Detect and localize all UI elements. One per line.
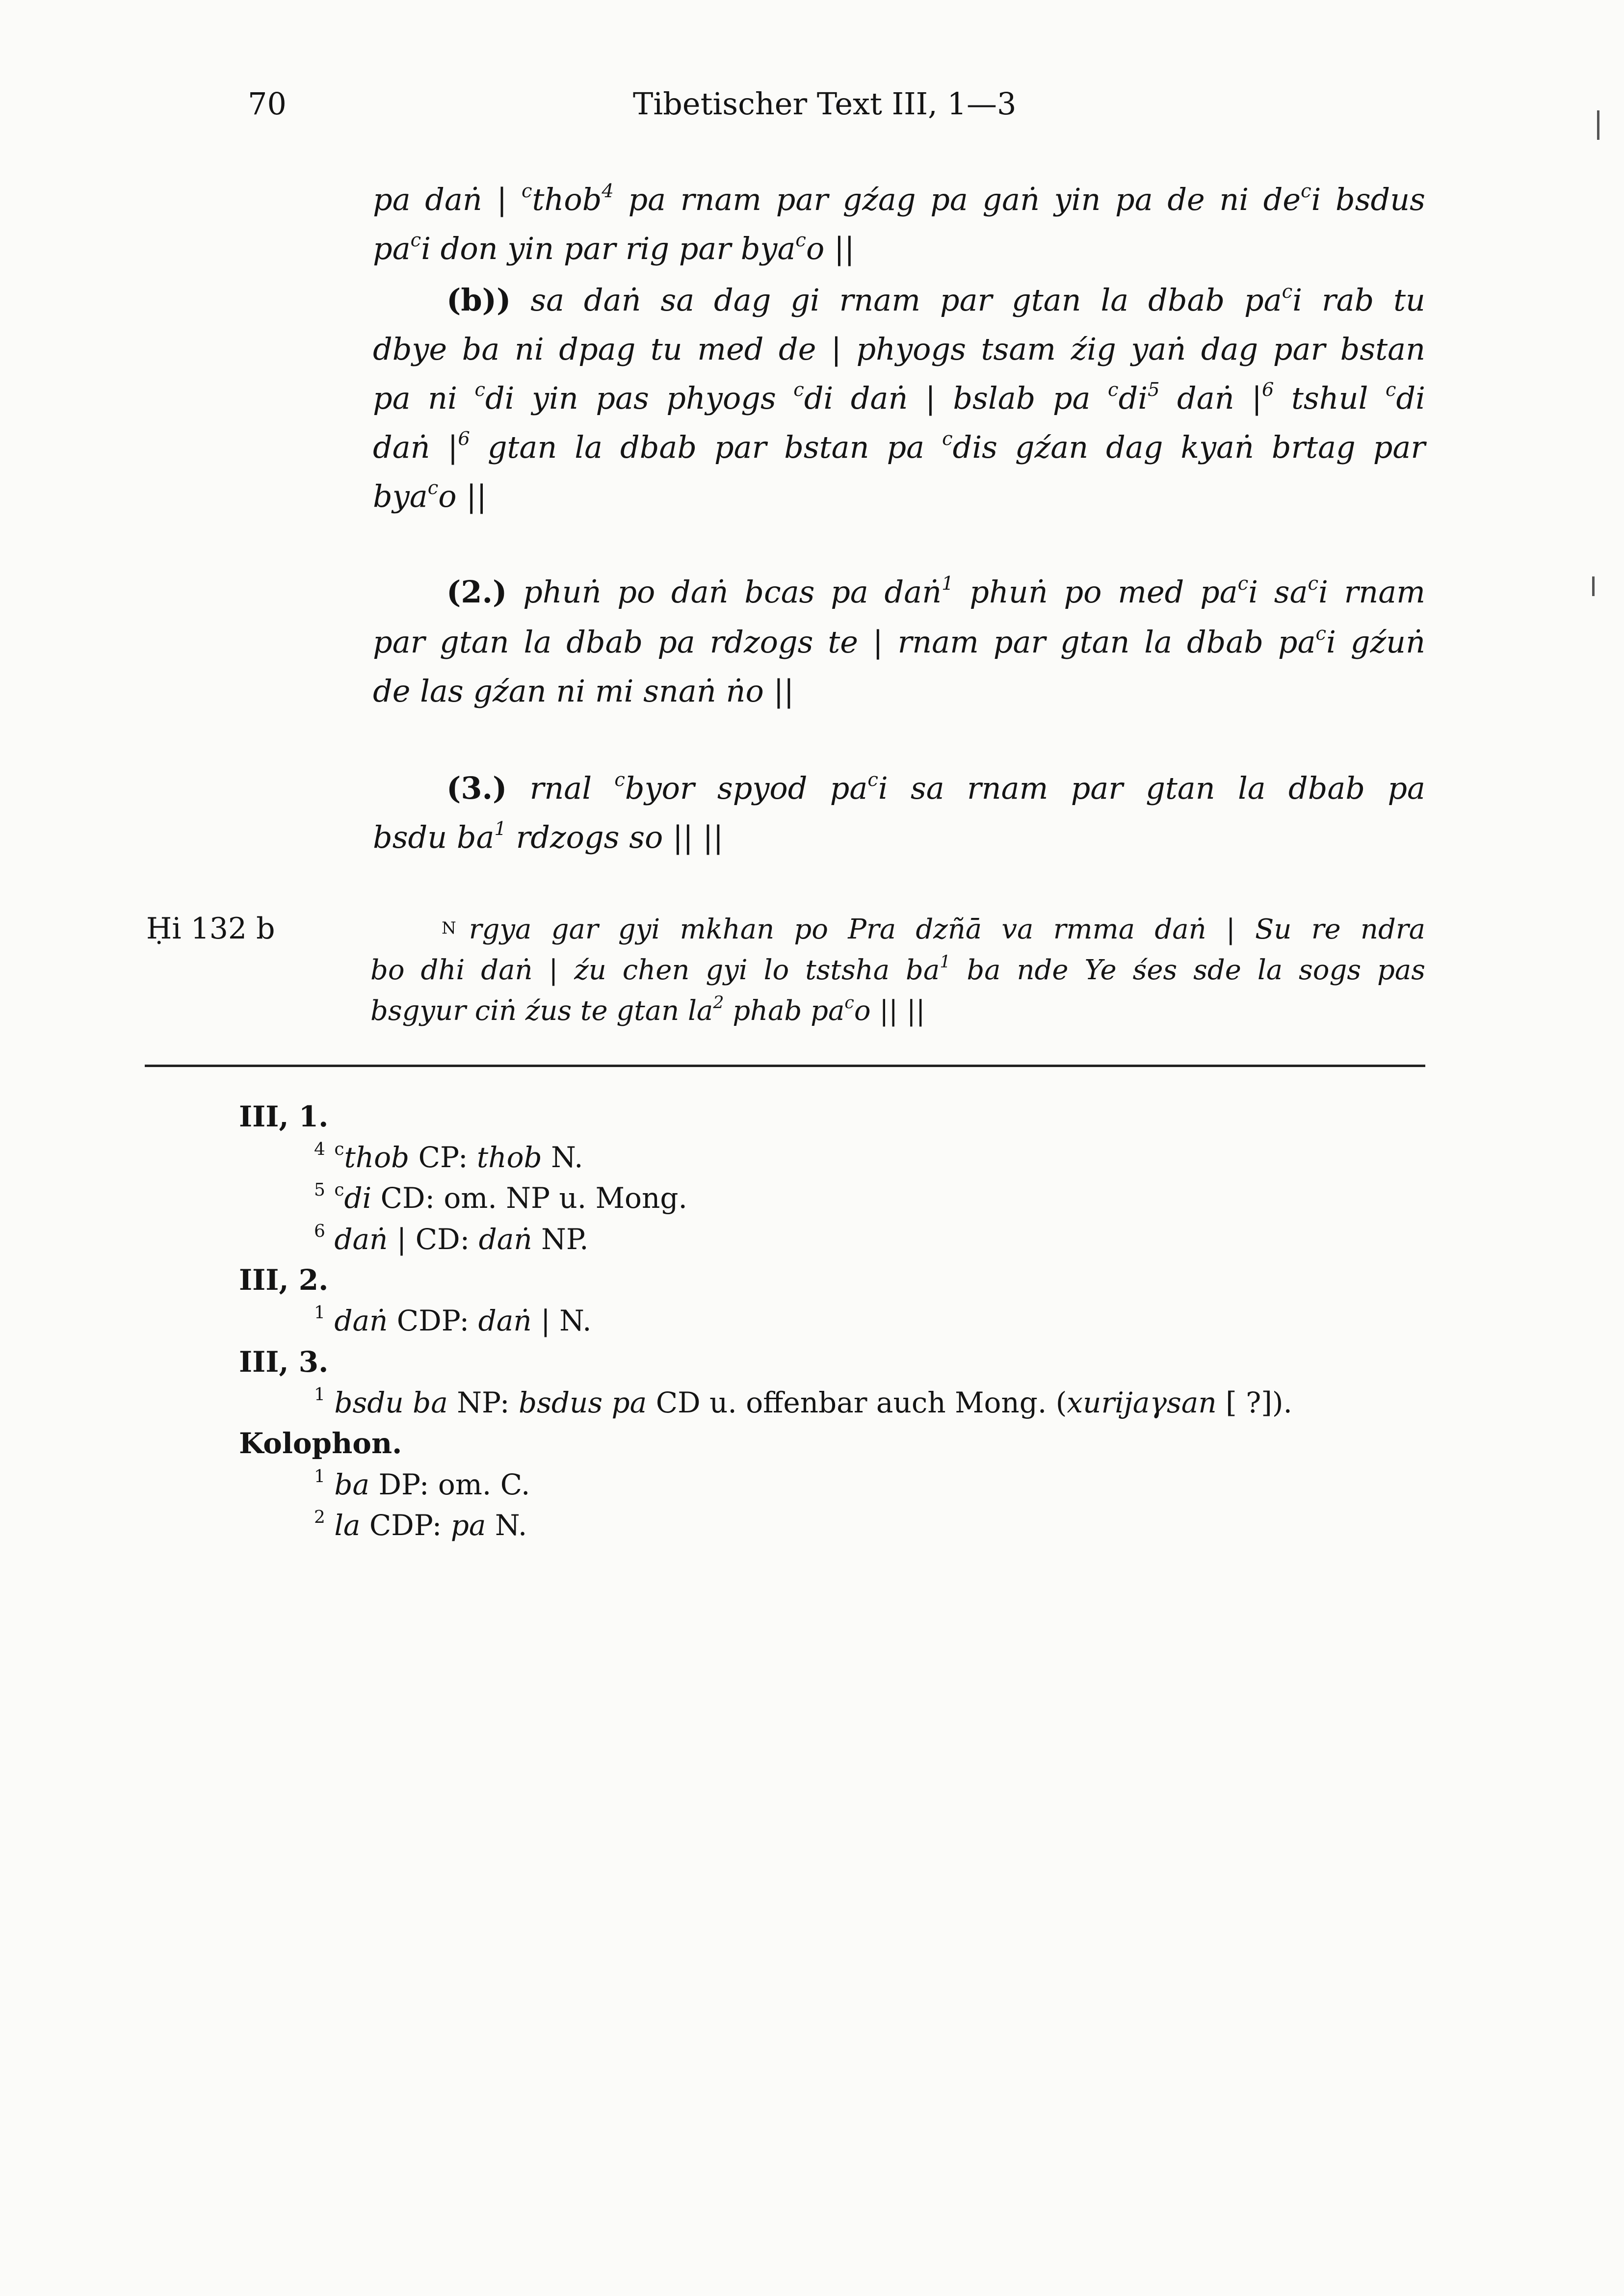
scan-edge-mark: [1592, 576, 1595, 596]
footnote-heading: Kolophon.: [239, 1427, 402, 1460]
footnote: $^5$ $^c$di CD: om. NP u. Mong.: [314, 1180, 687, 1215]
text-line: bsdu $ba^1$ rdzogs so || ||: [373, 817, 724, 855]
footnote-heading: III, 2.: [239, 1263, 329, 1297]
text-line: pa daṅ | $^c$thob$^4$ pa rnam par gźag pa gaṅ yin pa de ni $de^ci$ bsdus: [373, 180, 1425, 217]
text-line: $pa^ci$ don yin par rig par bya$^c$o ||: [373, 229, 855, 266]
text-line: (b)) sa daṅ sa dag gi rnam par gtan la dbab $pa^ci$ rab tu: [446, 280, 1425, 318]
text-line: (2.) phuṅ po daṅ bcas pa daṅ$^1$ phuṅ po med $pa^ci$ $sa^ci$ rnam: [446, 572, 1425, 610]
footnote: $^6$ daṅ | CD: daṅ NP.: [314, 1221, 589, 1256]
text-line: par gtan la dbab pa rdzogs te | rnam par gtan la dbab $pa^ci$ gźuṅ: [373, 622, 1425, 660]
footnote: $^2$ la CDP: pa N.: [314, 1507, 527, 1542]
margin-reference: Ḥi 132 b: [146, 912, 275, 946]
page-number: 70: [248, 86, 287, 122]
text-line: daṅ $|^6$ gtan la dbab par bstan pa $^c$dis gźan dag kyaṅ brtag par: [373, 427, 1425, 465]
text-line: pa ni $^c$di yin pas phyogs $^c$di daṅ | bslab pa $^cdi^5$ daṅ $|^6$ tshul $^c$di: [373, 378, 1426, 416]
footnote-heading: III, 1.: [239, 1100, 329, 1133]
footnote: $^4$ $^c$thob CP: thob N.: [314, 1139, 583, 1174]
text-line: N rgya gar gyi mkhan po Pra dzñā va rmma daṅ | Su re ndra: [442, 913, 1425, 945]
text-line: dbye ba ni dpag tu med de | phyogs tsam źig yaṅ dag par bstan: [373, 331, 1425, 367]
footnote: $^1$ ba DP: om. C.: [314, 1466, 530, 1501]
text-line: de las gźan ni mi snaṅ ṅo ||: [373, 673, 794, 709]
footnote-heading: III, 3.: [239, 1345, 329, 1379]
footnote: $^1$ bsdu ba NP: bsdus pa CD u. offenbar auch Mong. (xurijaγsan [ ?]).: [314, 1384, 1292, 1419]
scan-edge-mark: [1597, 110, 1599, 140]
text-line: bya$^c$o ||: [373, 476, 487, 514]
text-line: (3.) rnal $^c$byor spyod $pa^ci$ sa rnam par gtan la dbab pa: [446, 768, 1426, 806]
text-line: bo dhi daṅ | źu chen gyi lo tstsha $ba^1$ ba nde Ye śes sde la sogs pas: [370, 952, 1425, 986]
footnote-divider: [145, 1065, 1425, 1067]
footnote: $^1$ daṅ CDP: daṅ | N.: [314, 1303, 592, 1337]
running-title: Tibetischer Text III, 1—3: [633, 86, 1017, 122]
text-line: bsgyur ciṅ źus te gtan $la^2$ phab $pa^co$ || ||: [370, 993, 925, 1027]
